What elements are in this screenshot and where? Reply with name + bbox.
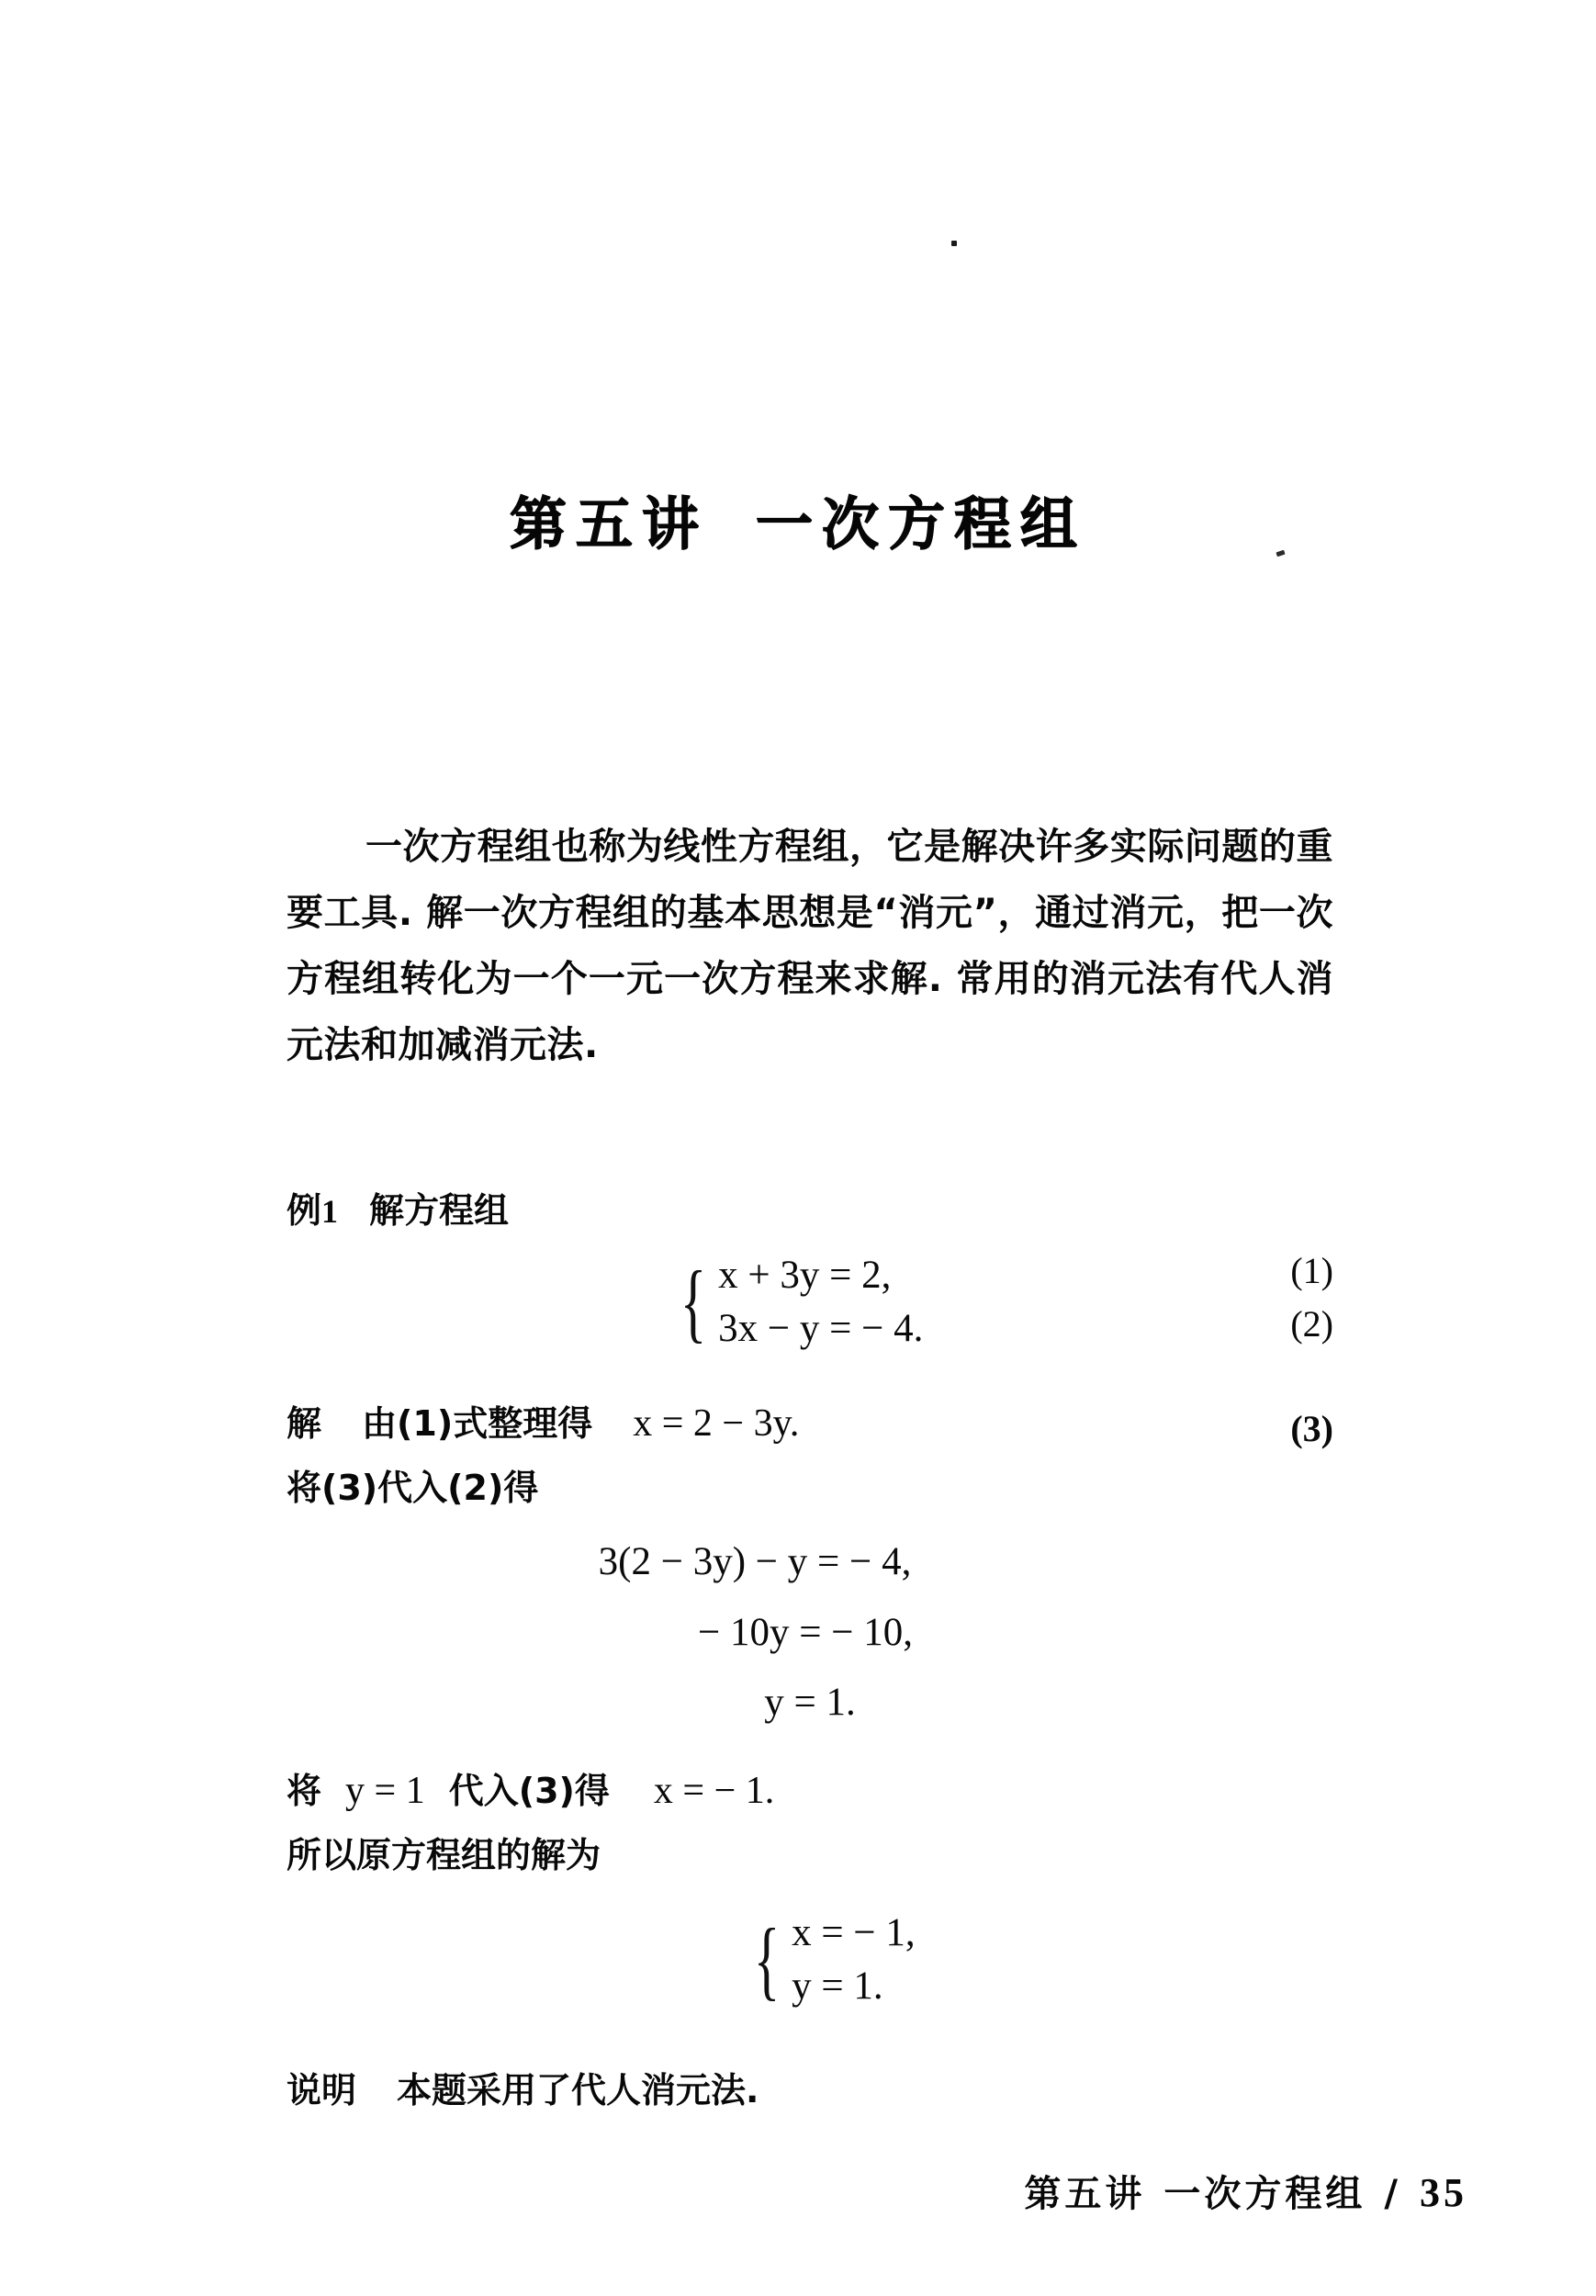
equation-2: 3x − y = − 4.: [718, 1306, 924, 1350]
derivation-equation-2: − 10y = − 10,: [697, 1610, 913, 1654]
solution-step1-math: x = 2 − 3y.: [633, 1401, 800, 1445]
step3-middle-text: 代入(3)得: [448, 1771, 610, 1811]
brace-group-problem: [672, 1249, 923, 1356]
step3-math-input: y = 1: [345, 1770, 425, 1812]
answer-equations: [792, 1907, 916, 2013]
equation-number-2: (2): [1290, 1302, 1333, 1345]
answer-line-y: y = 1.: [792, 1964, 883, 2008]
derivation-equation-3: y = 1.: [764, 1681, 856, 1725]
equation-1: x + 3y = 2,: [718, 1253, 892, 1297]
derivation-equation-1: 3(2 − 3y) − y = − 4,: [598, 1539, 912, 1583]
example-title: 解方程组: [369, 1190, 510, 1231]
footer-chapter: 第五讲: [1024, 2173, 1146, 2215]
explanation-note: [287, 2063, 1333, 2118]
intro-paragraph: 一次方程组也称为线性方程组，它是解决许多实际问题的重要工具. 解一次方程组的基本思想是“消元”，通过消元，把一次方程组转化为一个一元一次方程来求解. 常用的消元法有代人消元法和加减消元法.: [287, 826, 1333, 1066]
chapter-title-prefix: 第五讲: [509, 490, 708, 557]
chapter-title-main: 一次方程组: [756, 490, 1087, 557]
solution-step1-text: 由(1)式整理得: [362, 1402, 593, 1444]
footer-slash: /: [1384, 2173, 1401, 2215]
equation-system-answer: [287, 1907, 1333, 2020]
brace-group-answer: [746, 1907, 916, 2013]
scan-artifact-dot-top: [951, 241, 957, 246]
step3-math-output: x = − 1.: [653, 1770, 775, 1812]
solution-step-4: 所以原方程组的解为: [287, 1835, 601, 1875]
note-text: 本题采用了代人消元法.: [397, 2070, 759, 2110]
answer-line-x: x = − 1,: [792, 1911, 916, 1954]
page-footer: [1024, 2165, 1467, 2217]
solution-marker: 解: [287, 1402, 322, 1444]
derivation-line-3: [287, 1680, 1333, 1727]
solution-step-1: [287, 1396, 1333, 1451]
page-title: [0, 490, 1596, 557]
equation-number-3: (3): [1290, 1407, 1333, 1449]
solution-step-2: 将(3)代入(2)得: [287, 1467, 539, 1508]
derivation-line-1: [287, 1539, 1333, 1586]
equation-number-1: (1): [1290, 1249, 1333, 1291]
problem-equations: [718, 1249, 923, 1356]
page-number: 35: [1420, 2170, 1467, 2215]
step3-prefix: 将: [287, 1771, 322, 1811]
footer-title: 一次方程组: [1163, 2173, 1366, 2215]
note-marker: 说明: [287, 2070, 357, 2110]
example-number: 1: [321, 1193, 339, 1230]
solution-step-3: [287, 1763, 1333, 1818]
example-heading: [287, 1192, 1333, 1231]
left-brace-icon: {: [680, 1252, 707, 1351]
example-label: 例: [287, 1190, 322, 1231]
left-brace-icon: {: [753, 1910, 781, 2009]
derivation-line-2: [287, 1610, 1333, 1657]
page-content: [287, 777, 1333, 2118]
equation-system-problem: [287, 1249, 1333, 1363]
